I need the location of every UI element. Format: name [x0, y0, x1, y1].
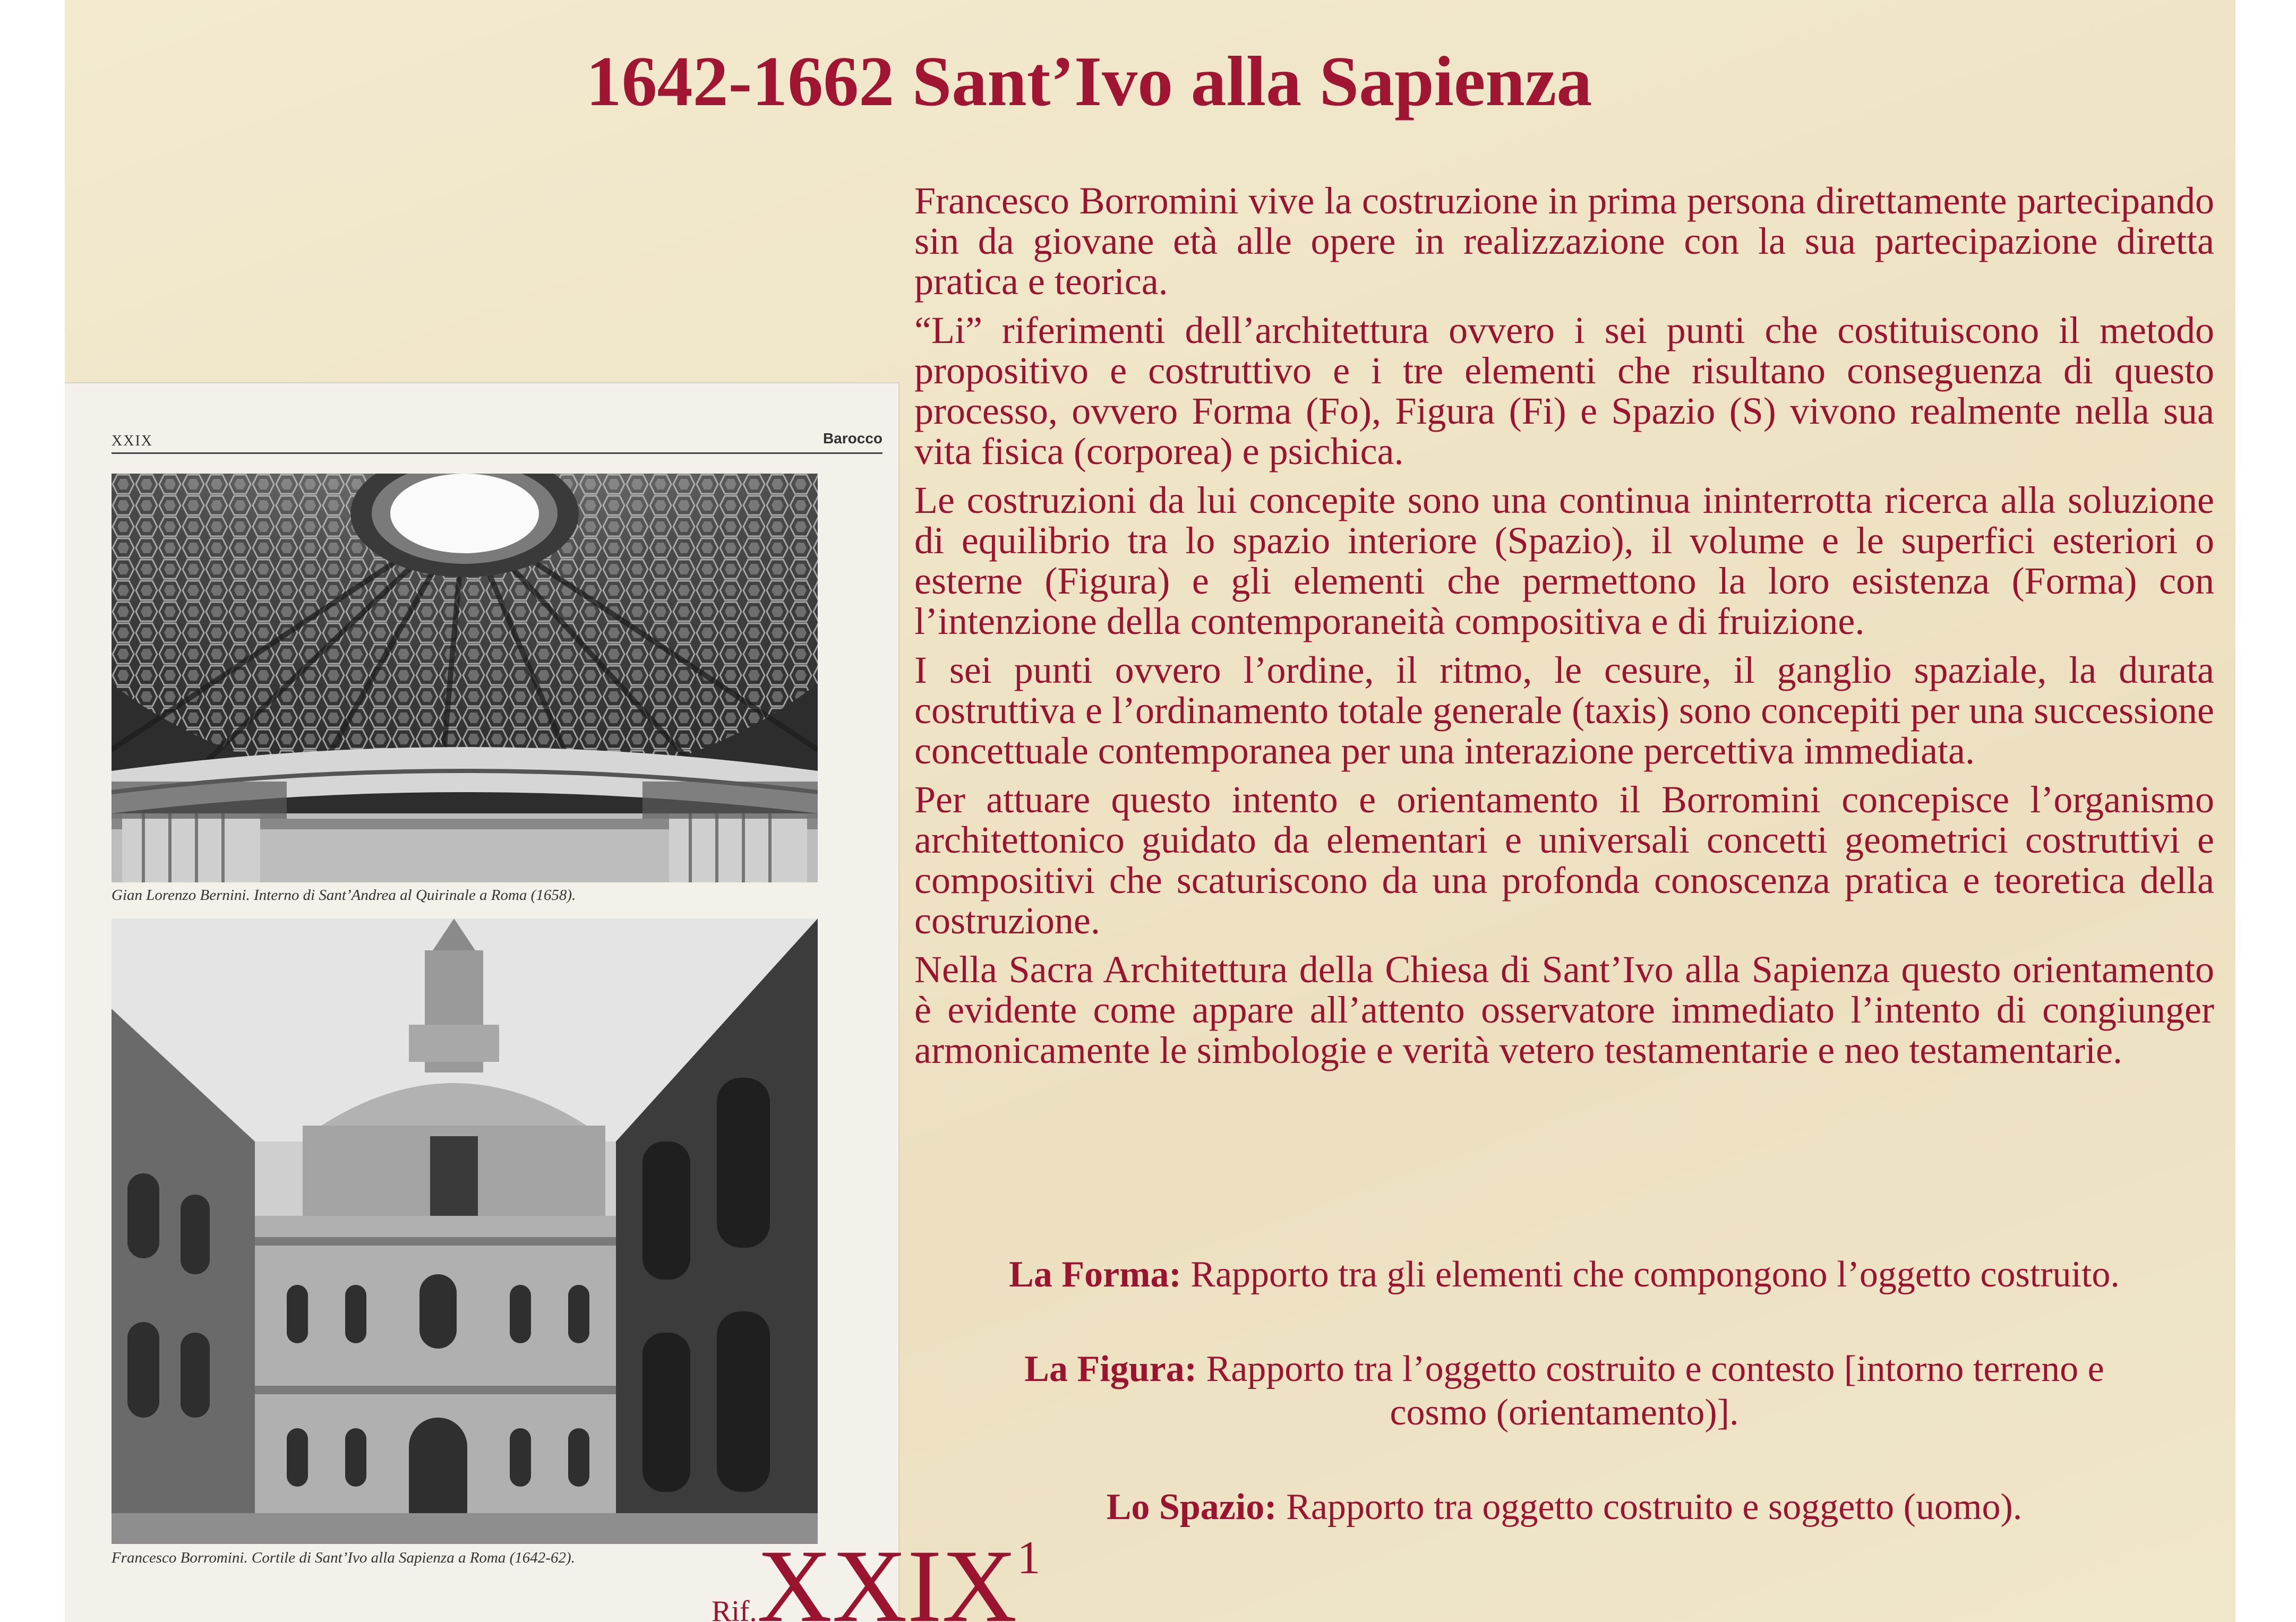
photo-caption-1: Gian Lorenzo Bernini. Interno di Sant’Andrea al Quirinale a Roma (1658). [112, 887, 576, 904]
book-page-scan [65, 383, 898, 1622]
paragraph: Per attuare questo intento e orientamento il Borromini concepisce l’organismo architettonico guidato da elementari e universali concetti geometrici costruttivi e compositivi che scaturiscono da una profonda conoscenza pratica e teoretica della costruzione. [914, 778, 2214, 942]
paragraph: I sei punti ovvero l’ordine, il ritmo, le cesure, il ganglio spaziale, la durata costruttiva e l’ordinamento totale generale (taxis) sono concepiti per una successione concettuale contemporanea per una interazione percettiva immediata. [914, 649, 2214, 772]
definition-text: Rapporto tra oggetto costruito e soggetto (uomo). [1276, 1487, 2023, 1527]
photo-caption-2: Francesco Borromini. Cortile di Sant’Ivo alla Sapienza a Roma (1642-62). [112, 1549, 575, 1566]
book-page-section: Barocco [823, 430, 883, 447]
book-page-rule [112, 452, 883, 454]
definition-figura [978, 1348, 2151, 1435]
reference-label: Rif. [712, 1595, 757, 1622]
courtyard-photo [112, 919, 818, 1544]
definition-text: Rapporto tra l’oggetto costruito e contesto [intorno terreno e cosmo (orientamento)]. [1197, 1349, 2104, 1433]
reference-superscript: 1 [1017, 1532, 1041, 1584]
dome-interior-photo [112, 474, 818, 882]
definition-forma [914, 1253, 2214, 1297]
reference-marker [712, 1529, 1041, 1622]
slide-sheet [65, 0, 2235, 1622]
definitions [914, 1253, 2214, 1529]
definition-spazio [914, 1486, 2214, 1529]
definition-term: La Forma: [1009, 1254, 1181, 1295]
book-page-number: XXIX [112, 433, 153, 449]
definition-text: Rapporto tra gli elementi che compongono l’oggetto costruito. [1181, 1254, 2120, 1295]
definition-term: La Figura: [1024, 1349, 1197, 1389]
paragraph: Le costruzioni da lui concepite sono una continua ininterrotta ricerca alla soluzione di equilibrio tra lo spazio interiore (Spazio), il volume e le superfici esteriori o esterne (Figura) e gli elementi che permettono la loro esistenza (Forma) con l’intenzione della contemporaneità compositiva e di fruizione. [914, 479, 2214, 642]
definition-term: Lo Spazio: [1106, 1487, 1277, 1527]
paragraph: Nella Sacra Architettura della Chiesa di Sant’Ivo alla Sapienza questo orientamento è evidente come appare all’attento osservatore immediato l’intento di congiunger armonicamente le simbologie e verità vetero testamentarie e neo testamentarie. [914, 948, 2214, 1071]
paragraph: “Li” riferimenti dell’architettura ovvero i sei punti che costituiscono il metodo propositivo e costruttivo e i tre elementi che risultano conseguenza di questo processo, ovvero Forma (Fo), Figura (Fi) e Spazio (S) vivono realmente nella sua vita fisica (corporea) e psichica. [914, 309, 2214, 473]
paragraph: Francesco Borromini vive la costruzione in prima persona direttamente partecipando sin da giovane età alle opere in realizzazione con la sua partecipazione diretta pratica e teorica. [914, 179, 2214, 303]
reference-number: XXIX [757, 1529, 1017, 1622]
page-title: 1642-1662 Sant’Ivo alla Sapienza [586, 42, 1592, 121]
body-text [914, 181, 2214, 1079]
